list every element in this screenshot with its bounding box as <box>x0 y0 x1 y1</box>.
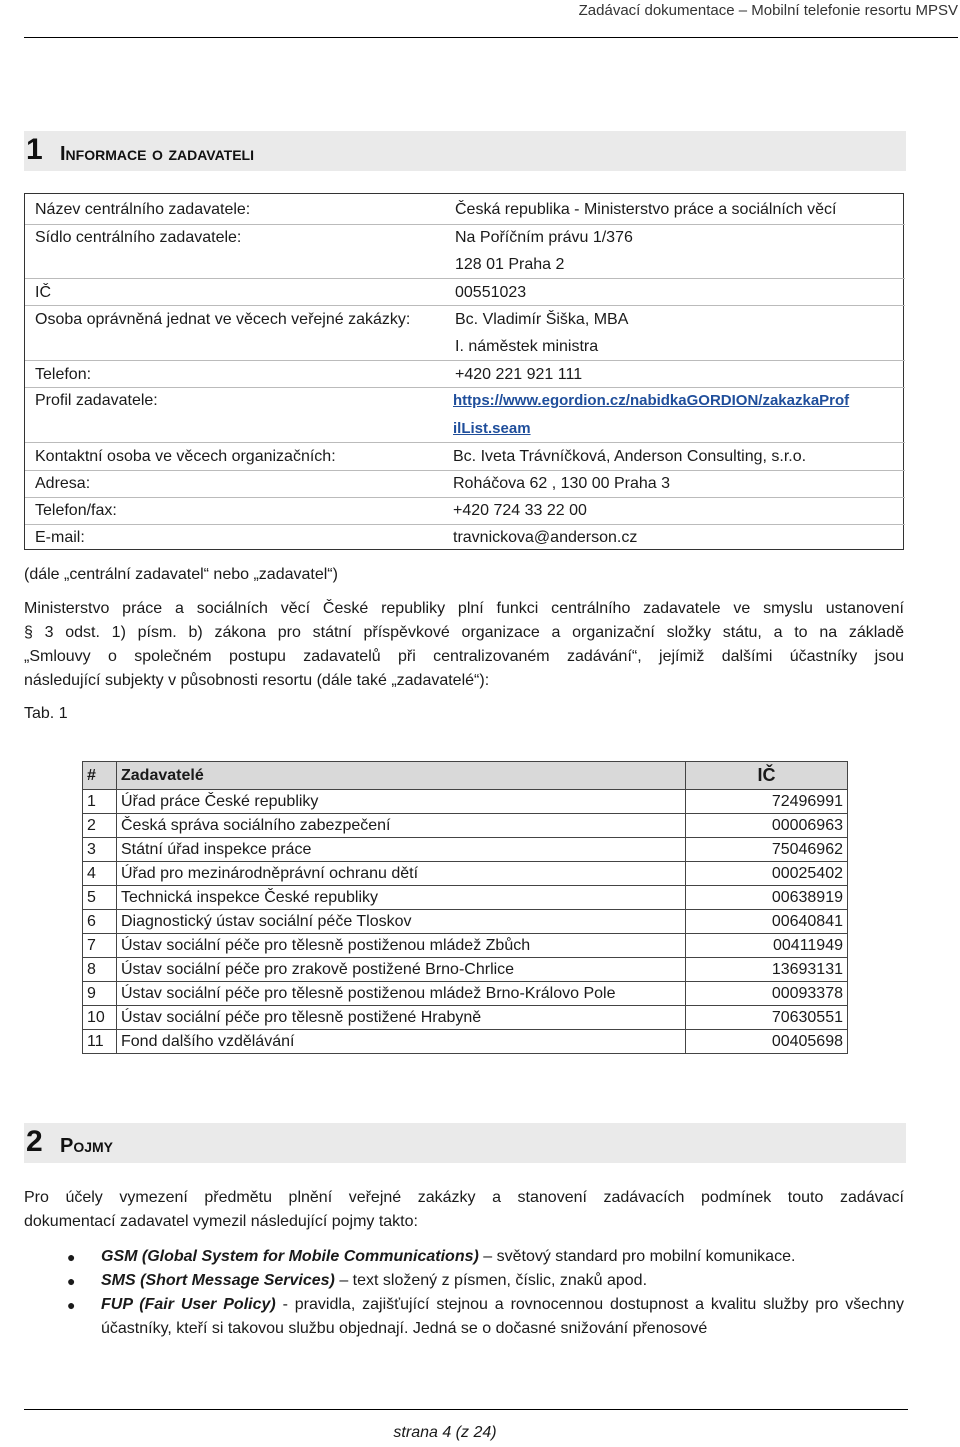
row-ic: 00093378 <box>686 982 848 1006</box>
row-ic: 00638919 <box>686 886 848 910</box>
contact-person-value: Bc. Iveta Trávníčková, Anderson Consulting, s.r.o. <box>453 448 807 465</box>
section-2-title: Pojmy <box>60 1135 114 1157</box>
table-row <box>83 838 848 862</box>
row-ic: 00640841 <box>686 910 848 934</box>
seat-value-line-2: 128 01 Praha 2 <box>455 256 565 273</box>
phone-label: Telefon: <box>35 366 92 383</box>
section-1-title: Informace o zadavateli <box>60 143 254 165</box>
row-name: Ústav sociální péče pro tělesně postiženou mládež Zbůch <box>117 934 686 958</box>
info-row-divider <box>25 524 905 525</box>
term-name: SMS (Short Message Services) <box>101 1272 335 1289</box>
contact-person-label: Kontaktní osoba ve věcech organizačních: <box>35 448 336 465</box>
header-rule <box>24 37 958 38</box>
address-label: Adresa: <box>35 475 91 492</box>
ic-label: IČ <box>35 284 51 301</box>
row-number: 2 <box>83 814 117 838</box>
seat-label: Sídlo centrálního zadavatele: <box>35 229 242 246</box>
row-name: Státní úřad inspekce práce <box>117 838 686 862</box>
page-number: strana 4 (z 24) <box>393 1424 497 1441</box>
authorized-person-value-line-2: I. náměstek ministra <box>455 338 599 355</box>
term-item <box>67 1245 904 1269</box>
term-item <box>67 1269 904 1293</box>
info-row-divider <box>25 224 905 225</box>
term-definition: – text složený z písmen, číslic, znaků apod. <box>334 1272 648 1289</box>
email-label: E-mail: <box>35 529 85 546</box>
profile-link-line-2[interactable]: ilList.seam <box>453 420 531 437</box>
row-ic: 00405698 <box>686 1030 848 1054</box>
section-2-heading <box>24 1123 906 1163</box>
name-value: Česká republika - Ministerstvo práce a sociálních věcí <box>455 201 837 218</box>
row-ic: 75046962 <box>686 838 848 862</box>
intro-paragraph-line: § 3 odst. 1) písm. b) zákona pro státní příspěvkové organizace a organizační složky státu, a to na základě <box>24 624 904 641</box>
terms-list <box>67 1245 904 1341</box>
table-row <box>83 910 848 934</box>
term-item <box>67 1293 904 1341</box>
contracting-authority-info-table <box>24 193 904 550</box>
row-number: 10 <box>83 1006 117 1030</box>
row-number: 4 <box>83 862 117 886</box>
header-number: # <box>83 762 117 790</box>
table-header-row <box>83 762 848 790</box>
footer-rule <box>24 1409 908 1410</box>
profile-label: Profil zadavatele: <box>35 392 158 409</box>
table-row <box>83 814 848 838</box>
terms-intro-line: Pro účely vymezení předmětu plnění veřejné zakázky a stanovení zadávacích podmínek touto zadávací <box>24 1189 904 1206</box>
info-row-divider <box>25 442 905 443</box>
row-name: Ústav sociální péče pro tělesně postižené Hrabyně <box>117 1006 686 1030</box>
header-ic: IČ <box>686 762 848 790</box>
ic-value: 00551023 <box>455 284 527 301</box>
info-row-divider <box>25 305 905 306</box>
definition-note: (dále „centrální zadavatel“ nebo „zadavatel“) <box>24 566 338 583</box>
fax-value: +420 724 33 22 00 <box>453 502 587 519</box>
row-ic: 00006963 <box>686 814 848 838</box>
term-definition: – světový standard pro mobilní komunikace. <box>478 1248 796 1265</box>
row-name: Fond dalšího vzdělávání <box>117 1030 686 1054</box>
row-number: 7 <box>83 934 117 958</box>
bullet-icon: ● <box>67 1297 76 1313</box>
table-row <box>83 934 848 958</box>
section-1-number: 1 <box>26 133 43 166</box>
table-row <box>83 1006 848 1030</box>
info-row-divider <box>25 360 905 361</box>
term-name: FUP (Fair User Policy) <box>101 1296 276 1313</box>
email-value[interactable]: travnickova@anderson.cz <box>453 529 638 546</box>
row-number: 3 <box>83 838 117 862</box>
table-row <box>83 790 848 814</box>
table-caption: Tab. 1 <box>24 705 68 722</box>
fax-label: Telefon/fax: <box>35 502 117 519</box>
row-ic: 72496991 <box>686 790 848 814</box>
info-row-divider <box>25 497 905 498</box>
profile-link-line-1[interactable]: https://www.egordion.cz/nabidkaGORDION/zakazkaProf <box>453 392 850 409</box>
row-number: 6 <box>83 910 117 934</box>
table-row <box>83 1030 848 1054</box>
term-definition: - pravidla, zajišťující stejnou a rovnocennou dostupnost a kvalitu služby pro všechny účastníky, kteří si takovou službu objednají. Jedná se o dočasné snižování přenosové <box>101 1296 904 1337</box>
table-row <box>83 862 848 886</box>
row-name: Ústav sociální péče pro tělesně postiženou mládež Brno-Královo Pole <box>117 982 686 1006</box>
term-name: GSM (Global System for Mobile Communications) <box>101 1248 479 1265</box>
running-header: Zadávací dokumentace – Mobilní telefonie resortu MPSV <box>578 2 958 19</box>
header-name: Zadavatelé <box>117 762 686 790</box>
row-name: Technická inspekce České republiky <box>117 886 686 910</box>
seat-value-line-1: Na Poříčním právu 1/376 <box>455 229 633 246</box>
name-label: Název centrálního zadavatele: <box>35 201 251 218</box>
table-row <box>83 982 848 1006</box>
contracting-authorities-table <box>82 761 848 1054</box>
row-name: Úřad práce České republiky <box>117 790 686 814</box>
row-number: 5 <box>83 886 117 910</box>
page-footer <box>0 1424 960 1442</box>
table-row <box>83 886 848 910</box>
row-ic: 70630551 <box>686 1006 848 1030</box>
row-ic: 00411949 <box>686 934 848 958</box>
info-row-divider <box>25 470 905 471</box>
info-row-divider <box>25 387 905 388</box>
row-name: Česká správa sociálního zabezpečení <box>117 814 686 838</box>
intro-paragraph-line: Ministerstvo práce a sociálních věcí České republiky plní funkci centrálního zadavatele ve smyslu ustanovení <box>24 600 904 617</box>
intro-paragraph <box>24 597 904 693</box>
row-name: Úřad pro mezinárodněprávní ochranu dětí <box>117 862 686 886</box>
section-1-heading <box>24 131 906 171</box>
row-number: 1 <box>83 790 117 814</box>
row-number: 11 <box>83 1030 117 1054</box>
row-number: 8 <box>83 958 117 982</box>
authorized-person-label: Osoba oprávněná jednat ve věcech veřejné zakázky: <box>35 311 411 328</box>
row-ic: 00025402 <box>686 862 848 886</box>
address-value: Roháčova 62 , 130 00 Praha 3 <box>453 475 671 492</box>
info-row-divider <box>25 278 905 279</box>
bullet-icon: ● <box>67 1273 76 1289</box>
row-number: 9 <box>83 982 117 1006</box>
intro-paragraph-line: následující subjekty v působnosti resortu (dále také „zadavatelé“): <box>24 672 490 689</box>
authorized-person-value-line-1: Bc. Vladimír Šiška, MBA <box>455 311 629 328</box>
phone-value: +420 221 921 111 <box>455 366 583 383</box>
bullet-icon: ● <box>67 1249 76 1265</box>
row-ic: 13693131 <box>686 958 848 982</box>
intro-paragraph-line: „Smlouvy o společném postupu zadavatelů při centralizovaném zadávání“, jejímiž dalšími účastníky jsou <box>24 648 904 665</box>
section-2-number: 2 <box>26 1125 43 1158</box>
table-row <box>83 958 848 982</box>
row-name: Ústav sociální péče pro zrakově postižené Brno-Chrlice <box>117 958 686 982</box>
terms-intro-line: dokumentací zadavatel vymezil následující pojmy takto: <box>24 1213 418 1230</box>
row-name: Diagnostický ústav sociální péče Tloskov <box>117 910 686 934</box>
terms-intro-paragraph <box>24 1186 904 1234</box>
